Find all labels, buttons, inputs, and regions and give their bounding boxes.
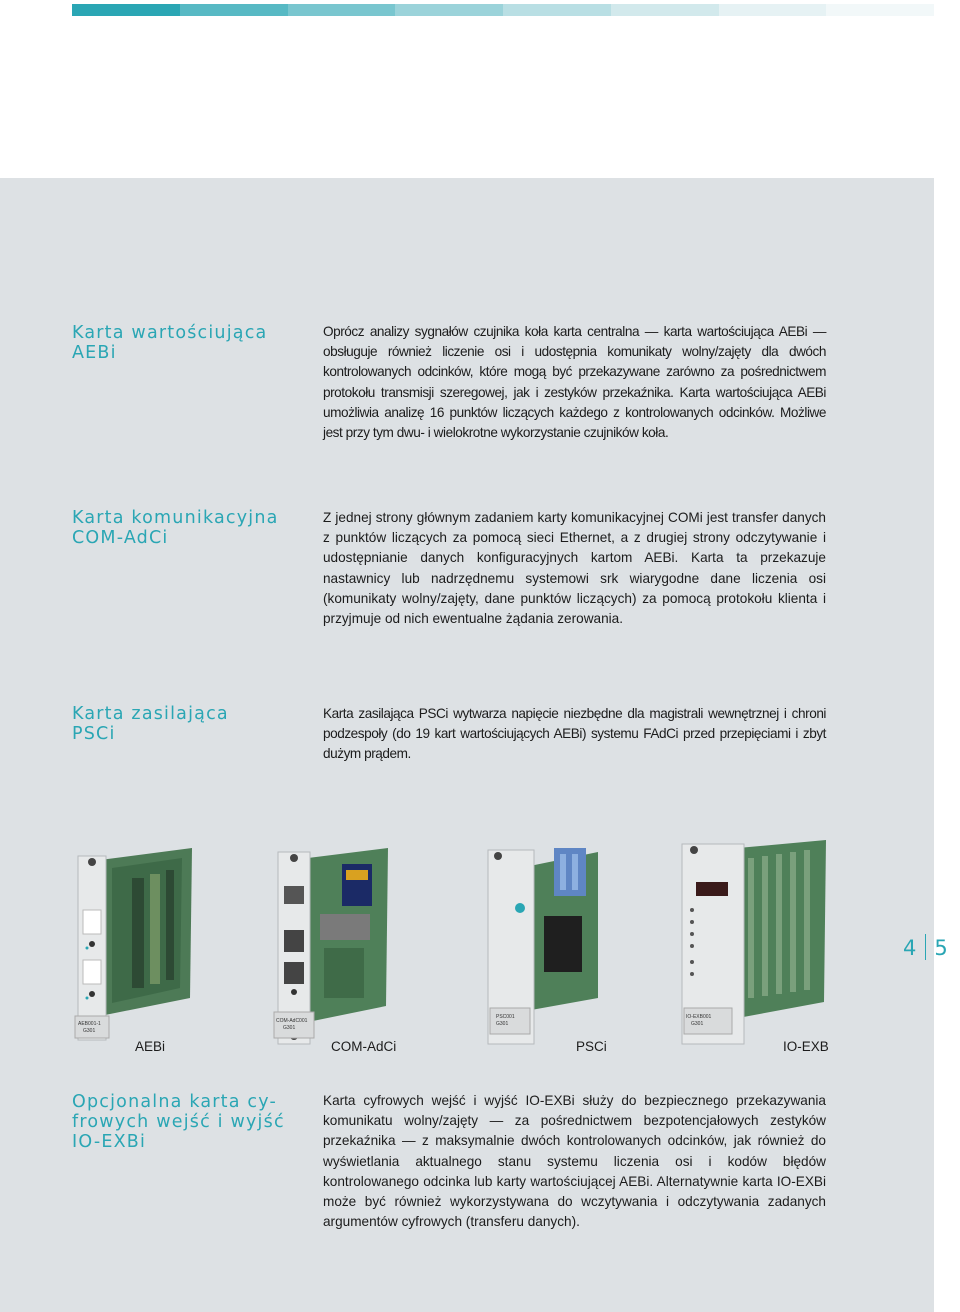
card-plate-label: COM-AdC001 bbox=[276, 1018, 308, 1024]
top-bar-segment bbox=[180, 4, 288, 16]
caption-psci: PSCi bbox=[576, 1039, 607, 1054]
heading-line: Karta komunikacyjna bbox=[72, 508, 279, 528]
paragraph-io-exbi: Karta cyfrowych wejść i wyjść IO-EXBi służy do bezpiecznego przekazywania komunikatu wolny/zajęty — za pośrednictwem bezpotencjałowych zestyków przekaźnika — z maksymalnie dwóch kontrolowanych odcinków, jak również do wyświetlania aktualnego stanu systemu liczenia osi i kodów błędów kontrolowanego odcinka lub karty wartościującej AEBi. Alternatywnie karta IO-EXBi może być również wykorzystywana do wczytywania i odczytywania zadanych argumentów cyfrowych (transferu danych). bbox=[323, 1093, 826, 1230]
com-adci-card-image bbox=[272, 838, 392, 1050]
heading-line: Opcjonalna karta cy- bbox=[72, 1092, 278, 1112]
psci-card-image bbox=[480, 828, 602, 1050]
card-plate-label: G301 bbox=[83, 1028, 96, 1034]
page-number-left: 4 bbox=[903, 936, 920, 960]
aebi-card-image bbox=[72, 848, 194, 1048]
caption-io-exb: IO-EXB bbox=[783, 1039, 829, 1054]
caption-aebi: AEBi bbox=[135, 1039, 166, 1054]
card-plate-label: IO-EXB001 bbox=[686, 1014, 712, 1020]
paragraph-psci: Karta zasilająca PSCi wytwarza napięcie niezbędne dla magistrali wewnętrznej i chroni podzespoły (do 19 kart wartościujących AEBi) systemu FAdCi przed przepięciami i zbyt dużym prądem. bbox=[323, 706, 826, 762]
page-number-right: 5 bbox=[934, 936, 951, 960]
top-bar-segment bbox=[395, 4, 503, 16]
heading-line: Karta wartościująca bbox=[72, 323, 268, 343]
heading-line: IO-EXBi bbox=[72, 1132, 147, 1152]
paragraph-aebi: Oprócz analizy sygnałów czujnika koła karta centralna — karta wartościująca AEBi — obsługuje również liczenie osi i udostępnia komunikaty wolny/zajęty dla dwóch kontrolowanych odcinków, które mogą być przekazywane zarówno za pośrednictwem protokołu transmisji szeregowej, jak i zestyków przekaźnika. Karta wartościująca AEBi umożliwia analizę 16 punktów liczących każdego z kontrolowanych odcinków. Możliwe jest przy tym dwu- i wielokrotne wykorzystanie czujników koła. bbox=[323, 324, 826, 441]
paragraph-com-adci: Z jednej strony głównym zadaniem karty komunikacyjnej COMi jest transfer danych z punktów liczących za pomocą sieci Ethernet, a z drugiej strony odczytywanie i udostępnianie danych konfiguracyjnych kartom AEBi. Karta ta przekazuje nastawnicy lub nadrzędnemu systemowi srk wiarygodne dane liczenia osi (komunikaty wolny/zajęty, dane punktów liczących) za pomocą protokołu klienta i przyjmuje od nich ewentualne żądania zerowania. bbox=[323, 510, 826, 627]
page-numbers bbox=[903, 934, 951, 960]
card-plate-label: G301 bbox=[496, 1021, 509, 1027]
top-bar-segment bbox=[503, 4, 611, 16]
heading-com-adci bbox=[72, 508, 302, 548]
card-plate-label: AEB001-1 bbox=[78, 1021, 101, 1027]
top-bar-segment bbox=[288, 4, 396, 16]
caption-com-adci: COM-AdCi bbox=[331, 1039, 397, 1054]
top-bar-segment bbox=[72, 4, 180, 16]
heading-line: PSCi bbox=[72, 724, 116, 744]
heading-line: COM-AdCi bbox=[72, 528, 169, 548]
page-number-divider bbox=[925, 934, 926, 960]
top-bar-segment bbox=[826, 4, 934, 16]
heading-io-exbi bbox=[72, 1092, 302, 1152]
heading-aebi bbox=[72, 323, 302, 363]
card-plate-label: G301 bbox=[691, 1021, 704, 1027]
heading-line: frowych wejść i wyjść bbox=[72, 1112, 285, 1132]
card-plate-label: PSC001 bbox=[496, 1014, 515, 1020]
heading-psci bbox=[72, 704, 302, 744]
top-color-bar bbox=[72, 4, 934, 16]
card-plate-label: G301 bbox=[283, 1025, 296, 1031]
heading-line: AEBi bbox=[72, 343, 117, 363]
top-bar-segment bbox=[719, 4, 827, 16]
io-exb-card-image bbox=[678, 834, 828, 1050]
top-bar-segment bbox=[611, 4, 719, 16]
heading-line: Karta zasilająca bbox=[72, 704, 229, 724]
